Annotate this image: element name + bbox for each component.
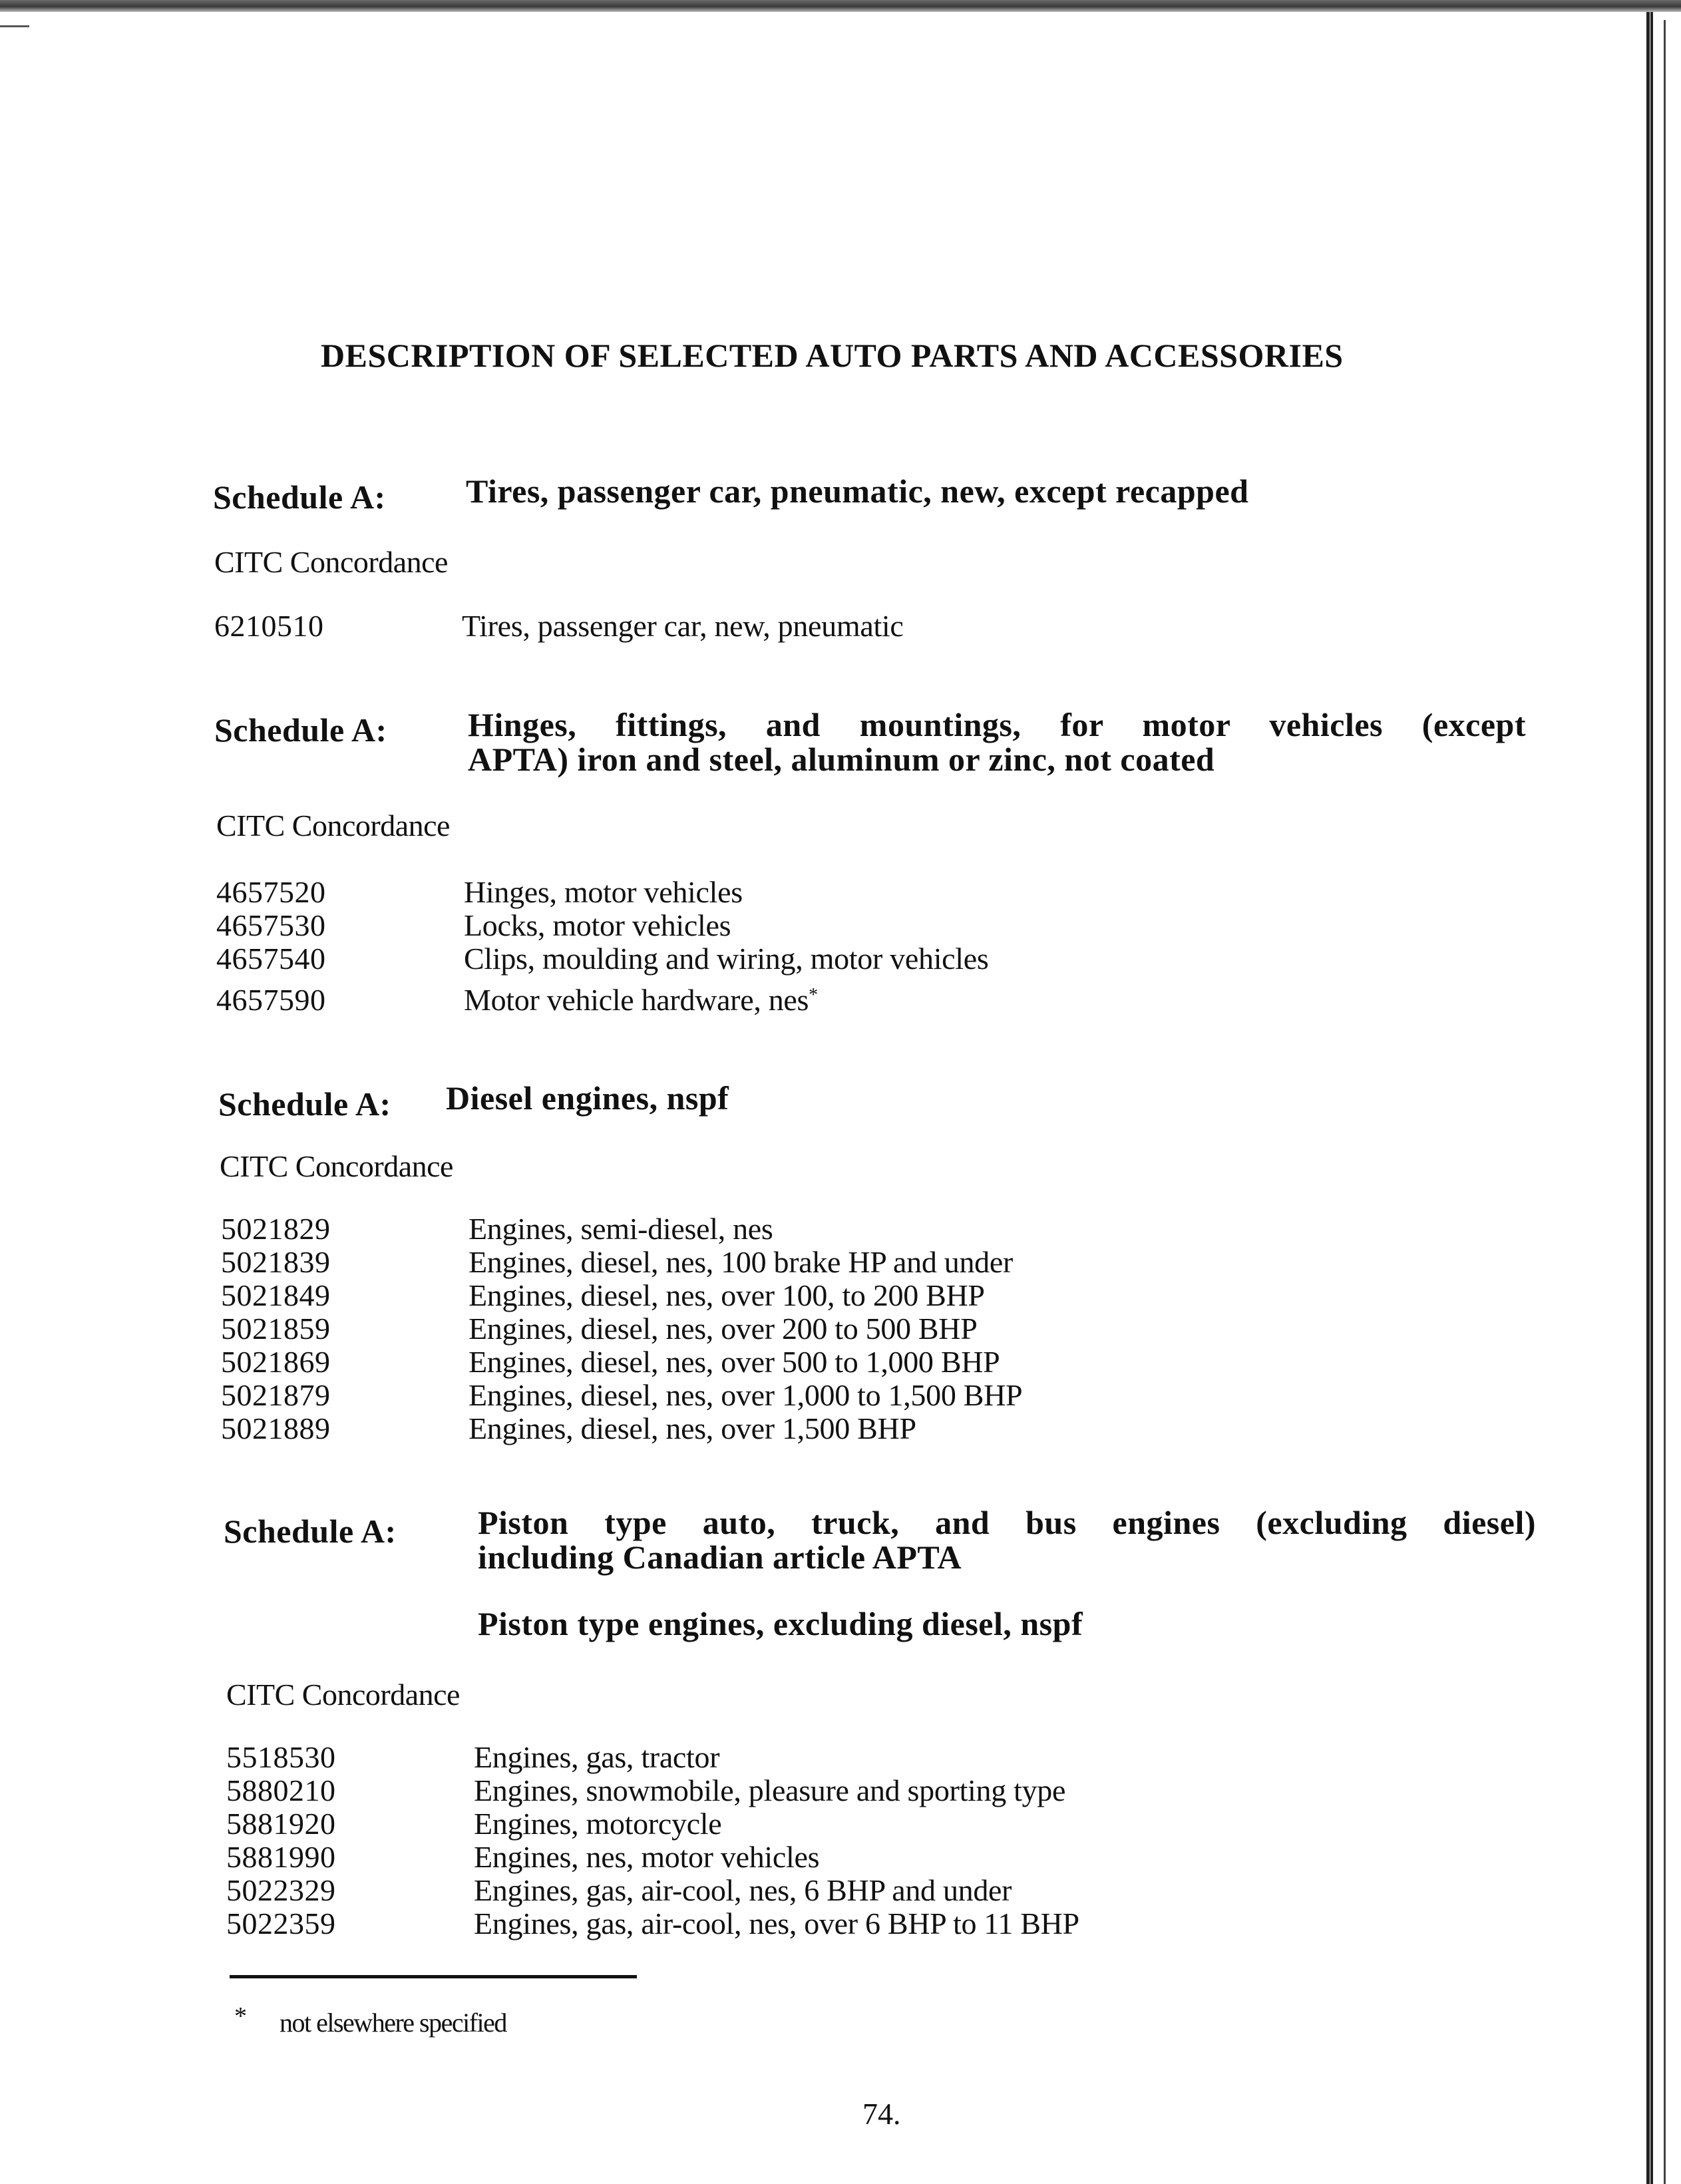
page-title: DESCRIPTION OF SELECTED AUTO PARTS AND ACCESSORIES	[321, 337, 1344, 374]
concordance-table	[216, 876, 989, 1017]
citc-description: Engines, diesel, nes, over 1,500 BHP	[468, 1411, 916, 1445]
table-row	[221, 1212, 1022, 1246]
schedule-line: APTA) iron and steel, aluminum or zinc, not coated	[468, 741, 1215, 778]
schedule-label: Schedule A:	[214, 711, 387, 749]
concordance-table	[214, 610, 904, 643]
schedule-label: Schedule A:	[213, 478, 386, 516]
footnote-rule	[230, 1975, 637, 1978]
citc-code: 5021859	[221, 1312, 331, 1346]
table-row	[216, 942, 989, 976]
citc-description: Locks, motor vehicles	[464, 908, 731, 942]
citc-code: 4657540	[216, 942, 326, 976]
table-row	[214, 610, 904, 643]
schedule-description	[478, 1505, 1536, 1574]
citc-code: 5881990	[226, 1840, 336, 1874]
table-row	[221, 1412, 1022, 1445]
citc-description: Engines, diesel, nes, over 100, to 200 BHP	[468, 1278, 985, 1312]
scan-top-edge	[0, 0, 1681, 12]
table-row	[226, 1741, 1079, 1774]
citc-description: Tires, passenger car, new, pneumatic	[462, 609, 904, 643]
citc-heading: CITC Concordance	[214, 545, 448, 579]
table-row	[226, 1907, 1079, 1940]
footnote-text: not elsewhere specified	[280, 2008, 506, 2038]
citc-description: Engines, semi-diesel, nes	[468, 1212, 773, 1246]
page-number: 74.	[862, 2097, 901, 2131]
schedule-label: Schedule A:	[218, 1085, 391, 1123]
schedule-description	[468, 707, 1526, 777]
schedule-line: Tires, passenger car, pneumatic, new, except recapped	[466, 472, 1249, 510]
citc-code: 5021889	[221, 1411, 331, 1445]
citc-description: Engines, diesel, nes, over 200 to 500 BHP	[468, 1312, 978, 1346]
citc-description: Hinges, motor vehicles	[464, 875, 743, 909]
schedule-description	[446, 1081, 1378, 1115]
citc-code: 5021869	[221, 1345, 331, 1379]
citc-description: Engines, snowmobile, pleasure and sporting type	[474, 1773, 1066, 1807]
citc-code: 4657590	[216, 983, 326, 1017]
table-row	[221, 1379, 1022, 1412]
citc-code: 5880210	[226, 1773, 336, 1807]
citc-code: 4657530	[216, 908, 326, 942]
concordance-table	[221, 1212, 1022, 1445]
scan-right-edge-line	[1664, 20, 1666, 2184]
schedule-line: including Canadian article APTA	[478, 1539, 962, 1576]
table-row	[221, 1312, 1022, 1346]
citc-code: 4657520	[216, 875, 326, 909]
citc-description: Engines, diesel, nes, over 500 to 1,000 BHP	[468, 1345, 1000, 1379]
citc-description: Engines, motorcycle	[474, 1807, 722, 1841]
citc-code: 5022329	[226, 1873, 336, 1907]
citc-heading: CITC Concordance	[216, 809, 450, 842]
schedule-subheading	[478, 1606, 1409, 1641]
schedule-description	[466, 474, 1398, 508]
table-row	[226, 1774, 1079, 1807]
footnote-star: *	[234, 2002, 247, 2030]
citc-description: Engines, gas, tractor	[474, 1740, 720, 1774]
citc-description: Engines, diesel, nes, over 1,000 to 1,500 BHP	[468, 1378, 1023, 1412]
table-row	[226, 1807, 1079, 1841]
table-row	[226, 1841, 1079, 1874]
table-row	[221, 1246, 1022, 1279]
citc-description-text: Motor vehicle hardware, nes	[464, 983, 809, 1017]
citc-description: Clips, moulding and wiring, motor vehicles	[464, 942, 989, 976]
concordance-table	[226, 1741, 1079, 1940]
schedule-line: Diesel engines, nspf	[446, 1079, 729, 1117]
citc-code: 5022359	[226, 1907, 336, 1940]
citc-code: 5021879	[221, 1378, 331, 1412]
table-row	[221, 1279, 1022, 1312]
table-row	[221, 1346, 1022, 1379]
table-row	[216, 909, 989, 942]
schedule-subheading-text: Piston type engines, excluding diesel, nspf	[478, 1605, 1083, 1642]
citc-code: 5021839	[221, 1245, 331, 1279]
scan-right-edge	[1646, 12, 1653, 2184]
citc-code: 5021849	[221, 1278, 331, 1312]
schedule-label: Schedule A:	[224, 1513, 397, 1550]
table-row	[216, 876, 989, 909]
citc-heading: CITC Concordance	[226, 1678, 460, 1712]
scan-mark	[0, 25, 29, 27]
citc-description: Engines, diesel, nes, 100 brake HP and under	[468, 1245, 1014, 1279]
table-row	[226, 1874, 1079, 1907]
citc-code: 6210510	[214, 609, 324, 643]
citc-description: Engines, gas, air-cool, nes, 6 BHP and under	[474, 1873, 1012, 1907]
citc-code: 5518530	[226, 1740, 336, 1774]
table-row	[216, 984, 989, 1017]
schedule-line: Piston type auto, truck, and bus engines (excluding diesel)	[478, 1504, 1536, 1541]
citc-description: Engines, nes, motor vehicles	[474, 1840, 820, 1874]
schedule-line: Hinges, fittings, and mountings, for motor vehicles (except	[468, 706, 1526, 743]
citc-code: 5021829	[221, 1212, 331, 1246]
footnote-marker: *	[809, 985, 818, 1005]
citc-code: 5881920	[226, 1807, 336, 1841]
citc-description	[464, 984, 818, 1017]
citc-description: Engines, gas, air-cool, nes, over 6 BHP to 11 BHP	[474, 1907, 1079, 1940]
citc-heading: CITC Concordance	[220, 1149, 453, 1183]
